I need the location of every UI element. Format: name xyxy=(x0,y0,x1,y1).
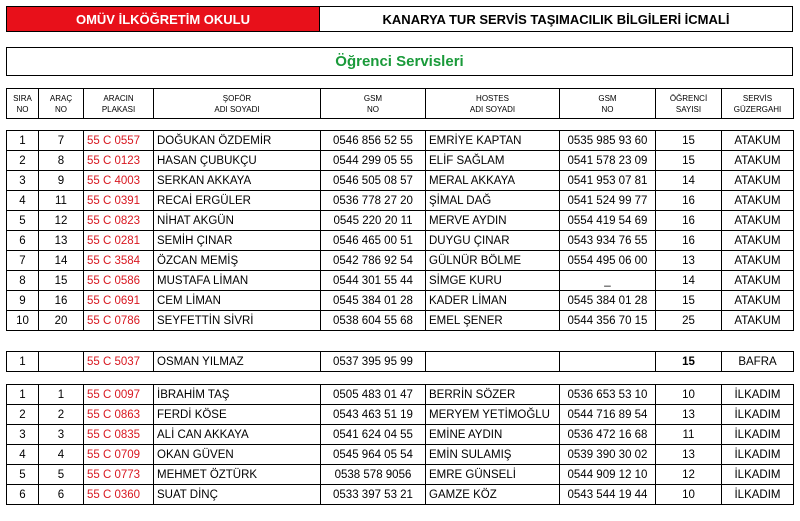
row-number: 1 xyxy=(7,385,39,405)
driver-gsm: 0544 299 05 55 xyxy=(321,151,426,171)
student-count: 13 xyxy=(656,251,722,271)
route: ATAKUM xyxy=(722,251,794,271)
row-number: 4 xyxy=(7,191,39,211)
hostess-gsm: 0541 524 99 77 xyxy=(560,191,656,211)
column-header-line: NO xyxy=(55,104,67,114)
student-count: 10 xyxy=(656,385,722,405)
plate: 55 C 0691 xyxy=(84,291,154,311)
student-count: 15 xyxy=(656,151,722,171)
table-row xyxy=(7,425,794,445)
vehicle-number: 15 xyxy=(39,271,84,291)
plate: 55 C 0786 xyxy=(84,311,154,331)
student-count: 16 xyxy=(656,211,722,231)
column-header xyxy=(426,89,560,119)
column-header xyxy=(84,89,154,119)
driver-name: DOĞUKAN ÖZDEMİR xyxy=(154,131,321,151)
table-row xyxy=(7,191,794,211)
plate: 55 C 0586 xyxy=(84,271,154,291)
student-count: 15 xyxy=(656,291,722,311)
report-header xyxy=(6,6,793,32)
hostess-name xyxy=(426,352,560,372)
table-row xyxy=(7,311,794,331)
plate: 55 C 0557 xyxy=(84,131,154,151)
hostess-name: KADER LİMAN xyxy=(426,291,560,311)
column-header-line: SIRA xyxy=(13,93,32,103)
route: ATAKUM xyxy=(722,171,794,191)
row-number: 2 xyxy=(7,151,39,171)
driver-gsm: 0542 786 92 54 xyxy=(321,251,426,271)
route: İLKADIM xyxy=(722,465,794,485)
student-count: 13 xyxy=(656,405,722,425)
row-number: 6 xyxy=(7,231,39,251)
student-count: 16 xyxy=(656,191,722,211)
hostess-gsm: 0545 384 01 28 xyxy=(560,291,656,311)
plate: 55 C 0097 xyxy=(84,385,154,405)
hostess-gsm: _ xyxy=(560,271,656,291)
driver-name: MEHMET ÖZTÜRK xyxy=(154,465,321,485)
route: İLKADIM xyxy=(722,445,794,465)
hostess-name: GÜLNÜR BÖLME xyxy=(426,251,560,271)
column-header xyxy=(722,89,794,119)
vehicle-number: 11 xyxy=(39,191,84,211)
driver-gsm: 0541 624 04 55 xyxy=(321,425,426,445)
table-row xyxy=(7,211,794,231)
plate: 55 C 0281 xyxy=(84,231,154,251)
group-body xyxy=(7,131,794,331)
column-header xyxy=(154,89,321,119)
column-header-line: GÜZERGAHI xyxy=(733,104,782,114)
hostess-name: MERAL AKKAYA xyxy=(426,171,560,191)
driver-gsm: 0505 483 01 47 xyxy=(321,385,426,405)
row-number: 6 xyxy=(7,485,39,505)
hostess-name: EMRİYE KAPTAN xyxy=(426,131,560,151)
hostess-name: EMEL ŞENER xyxy=(426,311,560,331)
driver-name: SEMİH ÇINAR xyxy=(154,231,321,251)
route: ATAKUM xyxy=(722,311,794,331)
plate: 55 C 4003 xyxy=(84,171,154,191)
vehicle-number: 1 xyxy=(39,385,84,405)
driver-gsm: 0546 856 52 55 xyxy=(321,131,426,151)
driver-name: İBRAHİM TAŞ xyxy=(154,385,321,405)
hostess-gsm xyxy=(560,352,656,372)
row-number: 7 xyxy=(7,251,39,271)
student-count: 10 xyxy=(656,485,722,505)
route: BAFRA xyxy=(722,352,794,372)
hostess-gsm: 0536 472 16 68 xyxy=(560,425,656,445)
row-number: 5 xyxy=(7,211,39,231)
vehicle-number: 6 xyxy=(39,485,84,505)
plate: 55 C 0391 xyxy=(84,191,154,211)
row-number: 3 xyxy=(7,171,39,191)
plate: 55 C 0709 xyxy=(84,445,154,465)
column-header xyxy=(39,89,84,119)
hostess-gsm: 0544 909 12 10 xyxy=(560,465,656,485)
driver-name: ALİ CAN AKKAYA xyxy=(154,425,321,445)
row-number: 10 xyxy=(7,311,39,331)
plate: 55 C 0863 xyxy=(84,405,154,425)
vehicle-number: 2 xyxy=(39,405,84,425)
plate: 55 C 0123 xyxy=(84,151,154,171)
route: ATAKUM xyxy=(722,291,794,311)
table-row xyxy=(7,405,794,425)
plate: 55 C 0835 xyxy=(84,425,154,445)
group-body xyxy=(7,385,794,505)
route: ATAKUM xyxy=(722,151,794,171)
hostess-gsm: 0539 390 30 02 xyxy=(560,445,656,465)
column-header-line: ADI SOYADI xyxy=(214,104,260,114)
column-header-line: SAYISI xyxy=(675,104,702,114)
table-row xyxy=(7,385,794,405)
hostess-gsm: 0544 716 89 54 xyxy=(560,405,656,425)
driver-gsm: 0538 604 55 68 xyxy=(321,311,426,331)
report-title: KANARYA TUR SERVİS TAŞIMACILIK BİLGİLERİ İCMALİ xyxy=(320,6,793,32)
driver-gsm: 0545 220 20 11 xyxy=(321,211,426,231)
table-row xyxy=(7,291,794,311)
hostess-name: ELİF SAĞLAM xyxy=(426,151,560,171)
column-header-line: GSM xyxy=(598,93,617,103)
section-title: Öğrenci Servisleri xyxy=(6,47,793,76)
route: İLKADIM xyxy=(722,425,794,445)
column-header-table xyxy=(6,88,794,119)
column-header-line: ÖĞRENCİ xyxy=(669,93,708,103)
hostess-gsm: 0544 356 70 15 xyxy=(560,311,656,331)
hostess-name: SİMGE KURU xyxy=(426,271,560,291)
table-row xyxy=(7,352,794,372)
plate: 55 C 0823 xyxy=(84,211,154,231)
column-header-line: ARACIN xyxy=(103,93,134,103)
driver-gsm: 0537 395 95 99 xyxy=(321,352,426,372)
row-number: 8 xyxy=(7,271,39,291)
column-header xyxy=(560,89,656,119)
column-header xyxy=(7,89,39,119)
table-row xyxy=(7,445,794,465)
vehicle-number: 8 xyxy=(39,151,84,171)
column-header-line: ARAÇ xyxy=(49,93,73,103)
driver-gsm: 0538 578 9056 xyxy=(321,465,426,485)
driver-gsm: 0546 465 00 51 xyxy=(321,231,426,251)
route: ATAKUM xyxy=(722,191,794,211)
atakum-services-table xyxy=(6,130,794,331)
row-number: 1 xyxy=(7,131,39,151)
column-header-line: NO xyxy=(367,104,379,114)
table-row xyxy=(7,251,794,271)
driver-name: CEM LİMAN xyxy=(154,291,321,311)
vehicle-number: 3 xyxy=(39,425,84,445)
student-count: 12 xyxy=(656,465,722,485)
student-count: 16 xyxy=(656,231,722,251)
driver-name: MUSTAFA LİMAN xyxy=(154,271,321,291)
vehicle-number: 5 xyxy=(39,465,84,485)
hostess-name: EMİNE AYDIN xyxy=(426,425,560,445)
row-number: 2 xyxy=(7,405,39,425)
plate: 55 C 0360 xyxy=(84,485,154,505)
column-header-line: PLAKASI xyxy=(101,104,136,114)
vehicle-number: 9 xyxy=(39,171,84,191)
route: ATAKUM xyxy=(722,231,794,251)
column-header-line: ŞOFÖR xyxy=(222,93,252,103)
group-body xyxy=(7,352,794,372)
column-header-line: HOSTES xyxy=(476,93,509,103)
hostess-name: GAMZE KÖZ xyxy=(426,485,560,505)
hostess-gsm: 0541 578 23 09 xyxy=(560,151,656,171)
vehicle-number: 20 xyxy=(39,311,84,331)
student-count: 14 xyxy=(656,171,722,191)
vehicle-number: 14 xyxy=(39,251,84,271)
driver-gsm: 0543 463 51 19 xyxy=(321,405,426,425)
driver-gsm: 0545 384 01 28 xyxy=(321,291,426,311)
hostess-name: BERRİN SÖZER xyxy=(426,385,560,405)
table-row xyxy=(7,465,794,485)
column-header xyxy=(321,89,426,119)
student-count: 15 xyxy=(656,352,722,372)
hostess-name: ŞİMAL DAĞ xyxy=(426,191,560,211)
table-row xyxy=(7,231,794,251)
driver-name: FERDİ KÖSE xyxy=(154,405,321,425)
driver-name: OSMAN YILMAZ xyxy=(154,352,321,372)
hostess-gsm: 0554 495 06 00 xyxy=(560,251,656,271)
student-count: 14 xyxy=(656,271,722,291)
driver-name: SUAT DİNÇ xyxy=(154,485,321,505)
vehicle-number: 13 xyxy=(39,231,84,251)
student-count: 13 xyxy=(656,445,722,465)
hostess-name: MERYEM YETİMOĞLU xyxy=(426,405,560,425)
driver-name: RECAİ ERGÜLER xyxy=(154,191,321,211)
plate: 55 C 3584 xyxy=(84,251,154,271)
row-number: 1 xyxy=(7,352,39,372)
hostess-name: MERVE AYDIN xyxy=(426,211,560,231)
driver-name: HASAN ÇUBUKÇU xyxy=(154,151,321,171)
ilkadim-services-table xyxy=(6,384,794,505)
driver-gsm: 0545 964 05 54 xyxy=(321,445,426,465)
vehicle-number: 16 xyxy=(39,291,84,311)
table-row xyxy=(7,171,794,191)
driver-gsm: 0546 505 08 57 xyxy=(321,171,426,191)
driver-gsm: 0544 301 55 44 xyxy=(321,271,426,291)
bafra-services-table xyxy=(6,351,794,372)
row-number: 9 xyxy=(7,291,39,311)
table-row xyxy=(7,151,794,171)
column-header xyxy=(656,89,722,119)
student-count: 15 xyxy=(656,131,722,151)
hostess-gsm: 0535 985 93 60 xyxy=(560,131,656,151)
student-count: 11 xyxy=(656,425,722,445)
driver-name: OKAN GÜVEN xyxy=(154,445,321,465)
driver-name: NİHAT AKGÜN xyxy=(154,211,321,231)
vehicle-number: 7 xyxy=(39,131,84,151)
vehicle-number: 12 xyxy=(39,211,84,231)
table-row xyxy=(7,271,794,291)
route: İLKADIM xyxy=(722,485,794,505)
driver-name: ÖZCAN MEMİŞ xyxy=(154,251,321,271)
column-header-line: ADI SOYADI xyxy=(469,104,516,114)
hostess-gsm: 0541 953 07 81 xyxy=(560,171,656,191)
column-header-row xyxy=(7,89,794,119)
hostess-gsm: 0554 419 54 69 xyxy=(560,211,656,231)
plate: 55 C 5037 xyxy=(84,352,154,372)
hostess-name: EMRE GÜNSELİ xyxy=(426,465,560,485)
column-header-line: SERVİS xyxy=(742,93,773,103)
hostess-gsm: 0536 653 53 10 xyxy=(560,385,656,405)
column-header-line: NO xyxy=(601,104,614,114)
vehicle-number: 4 xyxy=(39,445,84,465)
route: ATAKUM xyxy=(722,211,794,231)
driver-name: SERKAN AKKAYA xyxy=(154,171,321,191)
row-number: 5 xyxy=(7,465,39,485)
hostess-name: DUYGU ÇINAR xyxy=(426,231,560,251)
school-name: OMÜV İLKÖĞRETİM OKULU xyxy=(6,6,320,32)
row-number: 4 xyxy=(7,445,39,465)
route: ATAKUM xyxy=(722,131,794,151)
vehicle-number xyxy=(39,352,84,372)
table-row xyxy=(7,485,794,505)
row-number: 3 xyxy=(7,425,39,445)
column-header-line: NO xyxy=(16,104,29,114)
driver-gsm: 0533 397 53 21 xyxy=(321,485,426,505)
route: İLKADIM xyxy=(722,405,794,425)
route: ATAKUM xyxy=(722,271,794,291)
hostess-name: EMİN SULAMIŞ xyxy=(426,445,560,465)
table-row xyxy=(7,131,794,151)
route: İLKADIM xyxy=(722,385,794,405)
driver-gsm: 0536 778 27 20 xyxy=(321,191,426,211)
driver-name: SEYFETTİN SİVRİ xyxy=(154,311,321,331)
hostess-gsm: 0543 934 76 55 xyxy=(560,231,656,251)
column-header-line: GSM xyxy=(363,93,383,103)
hostess-gsm: 0543 544 19 44 xyxy=(560,485,656,505)
plate: 55 C 0773 xyxy=(84,465,154,485)
student-count: 25 xyxy=(656,311,722,331)
